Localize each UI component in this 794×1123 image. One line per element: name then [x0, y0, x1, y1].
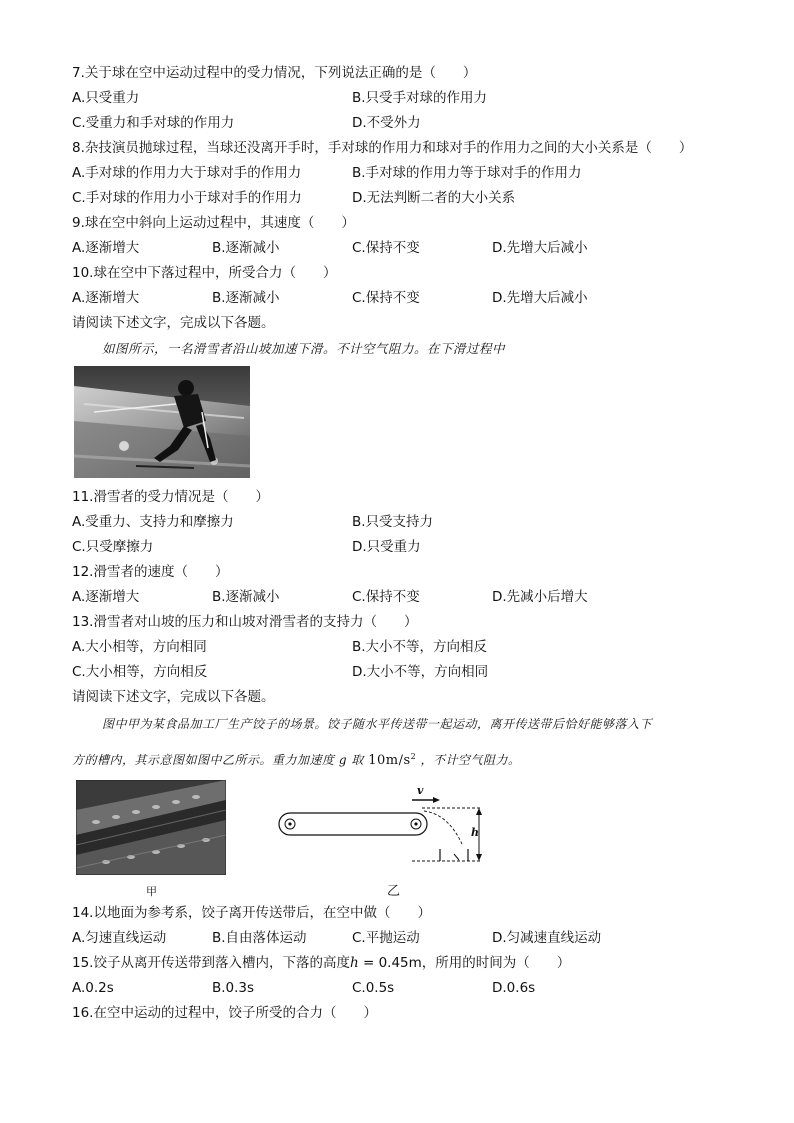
q14-option-c: C.平抛运动: [352, 930, 420, 946]
q13-option-d: D.大小不等，方向相同: [352, 664, 489, 680]
reading-instruction-1: 请阅读下述文字，完成以下各题。: [72, 315, 275, 331]
q7-option-a: A.只受重力: [72, 90, 140, 106]
q11-option-d: D.只受重力: [352, 539, 421, 555]
q13-stem: 13.滑雪者对山坡的压力和山坡对滑雪者的支持力（ ）: [72, 614, 418, 630]
q10-stem: 10.球在空中下落过程中，所受合力（ ）: [72, 265, 337, 281]
figure-yi-caption: 乙: [387, 884, 401, 899]
q13-option-a: A.大小相等，方向相同: [72, 639, 207, 655]
q10-option-d: D.先增大后减小: [492, 290, 588, 306]
gravity-value-base: 10m/s: [368, 753, 411, 768]
q15-option-b: B.0.3s: [212, 980, 255, 996]
q14-stem: 14.以地面为参考系，饺子离开传送带后，在空中做（ ）: [72, 905, 431, 921]
q12-stem: 12.滑雪者的速度（ ）: [72, 564, 229, 580]
q9-option-d: D.先增大后减小: [492, 240, 588, 256]
q8-option-d: D.无法判断二者的大小关系: [352, 190, 516, 206]
q8-option-c: C.手对球的作用力小于球对手的作用力: [72, 190, 302, 206]
figure-jia-caption: 甲: [146, 885, 157, 898]
q15-stem: [72, 954, 570, 972]
q15-stem-b: = 0.45m，所用的时间为（ ）: [358, 955, 571, 971]
reading-instruction-2: 请阅读下述文字，完成以下各题。: [72, 689, 275, 705]
passage-text-a: 方的槽内，其示意图如图中乙所示。重力加速度: [72, 753, 335, 767]
q10-option-c: C.保持不变: [352, 290, 420, 306]
q12-option-c: C.保持不变: [352, 589, 420, 605]
q7-option-d: D.不受外力: [352, 115, 421, 131]
q12-option-d: D.先减小后增大: [492, 589, 588, 605]
q11-option-b: B.只受支持力: [352, 514, 434, 530]
q8-option-a: A.手对球的作用力大于球对手的作用力: [72, 165, 302, 181]
passage-dumpling-line1: 图中甲为某食品加工厂生产饺子的场景。饺子随水平传送带一起运动，离开传送带后恰好能够落入下: [102, 717, 653, 731]
q14-option-b: B.自由落体运动: [212, 930, 307, 946]
q9-option-b: B.逐渐减小: [212, 240, 280, 256]
skier-photo: [74, 366, 250, 478]
q15-option-d: D.0.6s: [492, 980, 536, 996]
passage-text-c: ，不计空气阻力。: [420, 753, 521, 767]
q15-option-a: A.0.2s: [72, 980, 114, 996]
q16-stem: 16.在空中运动的过程中，饺子所受的合力（ ）: [72, 1005, 377, 1021]
height-label: h: [471, 826, 479, 839]
passage-text-b: 取: [351, 753, 364, 767]
q11-option-a: A.受重力、支持力和摩擦力: [72, 514, 234, 530]
gravity-exponent: 2: [410, 752, 417, 761]
q9-option-a: A.逐渐增大: [72, 240, 140, 256]
velocity-label: v: [417, 784, 424, 797]
q7-option-b: B.只受手对球的作用力: [352, 90, 488, 106]
passage-dumpling-line2: [72, 748, 521, 770]
q7-stem: 7.关于球在空中运动过程中的受力情况，下列说法正确的是（ ）: [72, 65, 477, 81]
q15-option-c: C.0.5s: [352, 980, 395, 996]
q15-stem-a: 15.饺子从离开传送带到落入槽内，下落的高度: [72, 955, 350, 971]
passage-skier: 如图所示，一名滑雪者沿山坡加速下滑。不计空气阻力。在下滑过程中: [102, 341, 506, 356]
q14-option-a: A.匀速直线运动: [72, 930, 167, 946]
q13-option-c: C.大小相等，方向相反: [72, 664, 208, 680]
gravity-symbol: g: [338, 753, 348, 767]
q7-option-c: C.受重力和手对球的作用力: [72, 115, 235, 131]
q10-option-b: B.逐渐减小: [212, 290, 280, 306]
q15-height-symbol: h: [349, 955, 359, 971]
q8-stem: 8.杂技演员抛球过程，当球还没离开手时，手对球的作用力和球对手的作用力之间的大小关系是（ ）: [72, 140, 693, 156]
q9-stem: 9.球在空中斜向上运动过程中，其速度（ ）: [72, 215, 355, 231]
conveyor-diagram: [272, 784, 502, 876]
q11-stem: 11.滑雪者的受力情况是（ ）: [72, 489, 269, 505]
q8-option-b: B.手对球的作用力等于球对手的作用力: [352, 165, 582, 181]
q13-option-b: B.大小不等，方向相反: [352, 639, 488, 655]
q10-option-a: A.逐渐增大: [72, 290, 140, 306]
q11-option-c: C.只受摩擦力: [72, 539, 154, 555]
q14-option-d: D.匀减速直线运动: [492, 930, 602, 946]
factory-photo: [76, 780, 226, 875]
gravity-value: [368, 753, 416, 768]
q12-option-b: B.逐渐减小: [212, 589, 280, 605]
q9-option-c: C.保持不变: [352, 240, 420, 256]
q12-option-a: A.逐渐增大: [72, 589, 140, 605]
